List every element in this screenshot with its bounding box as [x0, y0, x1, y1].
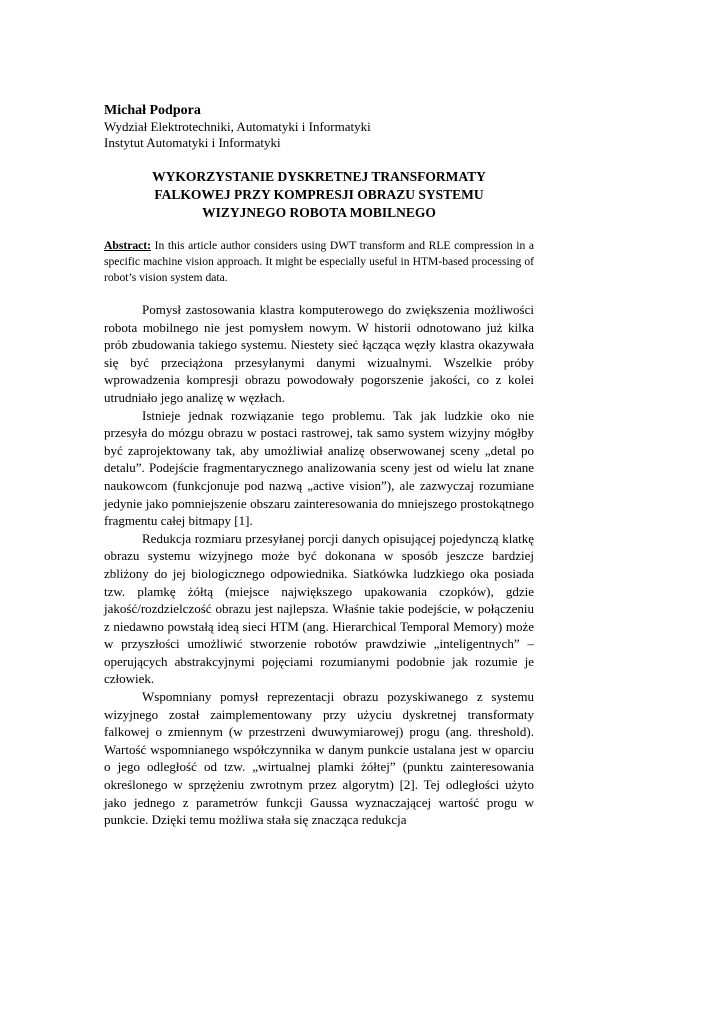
paragraph: Redukcja rozmiaru przesyłanej porcji danych opisującej pojedynczą klatkę obrazu systemu wizyjnego może być dokonana w sposób jeszcze bardziej zbliżony do jej biologicznego odpowiednika. Siatkówka ludzkiego oka posiada tzw. plamkę żółtą (miejsce największego upakowania czopków), gdzie jakość/rozdzielczość obrazu jest najlepsza. Właśnie takie podejście, w połączeniu z niedawno powstałą ideą sieci HTM (ang. Hierarchical Temporal Memory) może w przyszłości umożliwić stworzenie robotów prawdziwie „inteligentnych” – operujących abstrakcyjnymi pojęciami rozumianymi podobnie jak rozumie je człowiek. — [104, 530, 534, 687]
paper-title — [104, 168, 534, 222]
title-line: WIZYJNEGO ROBOTA MOBILNEGO — [202, 205, 436, 220]
affiliation-institute: Instytut Automatyki i Informatyki — [104, 135, 281, 150]
title-line: WYKORZYSTANIE DYSKRETNEJ TRANSFORMATY — [152, 169, 486, 184]
abstract — [104, 238, 534, 286]
abstract-label: Abstract: — [104, 239, 152, 252]
document-page — [104, 102, 534, 829]
body-text — [104, 301, 534, 829]
abstract-text: In this article author considers using DWT transform and RLE compression in a specific machine vision approach. It might be especially useful in HTM-based processing of robot’s vision system data. — [104, 239, 534, 284]
affiliation-faculty: Wydział Elektrotechniki, Automatyki i Informatyki — [104, 119, 371, 134]
author-name: Michał Podpora — [104, 103, 201, 118]
title-line: FALKOWEJ PRZY KOMPRESJI OBRAZU SYSTEMU — [154, 187, 484, 202]
paragraph: Wspomniany pomysł reprezentacji obrazu pozyskiwanego z systemu wizyjnego został zaimplementowany przy użyciu dyskretnej transformaty falkowej o zmiennym (w przestrzeni dwuwymiarowej) progu (ang. threshold). Wartość wspomnianego współczynnika w danym punkcie ustalana jest w oparciu o jego odległość od tzw. „wirtualnej plamki żółtej” (punktu zainteresowania określonego w sprzężeniu zwrotnym przez algorytm) [2]. Tej odległości użyto jako jednego z parametrów funkcji Gaussa wyznaczającej wartość progu w punkcie. Dzięki temu możliwa stała się znacząca redukcja — [104, 689, 534, 828]
paragraph: Pomysł zastosowania klastra komputerowego do zwiększenia możliwości robota mobilnego nie jest pomysłem nowym. W historii odnotowano już kilka prób zbudowania takiego systemu. Niestety sieć łącząca węzły klastra okazywała się być przeciążona przesyłanymi danymi wizualnymi. Wszelkie próby wprowadzenia kompresji obrazu powodowały pogorszenie jakości, co z kolei utrudniało jego analizę w węzłach. — [104, 302, 534, 405]
paragraph: Istnieje jednak rozwiązanie tego problemu. Tak jak ludzkie oko nie przesyła do mózgu obrazu w postaci rastrowej, tak samo system wizyjny mógłby być zaprojektowany tak, aby umożliwiał analizę obserwowanej sceny „detal po detalu”. Podejście fragmentarycznego analizowania sceny jest od wielu lat znane naukowcom (funkcjonuje pod nazwą „active vision”), ale zazwyczaj rozumiane jedynie jako pomniejszenie obszaru zainteresowania do mniejszego prostokątnego fragmentu całej bitmapy [1]. — [104, 407, 534, 529]
